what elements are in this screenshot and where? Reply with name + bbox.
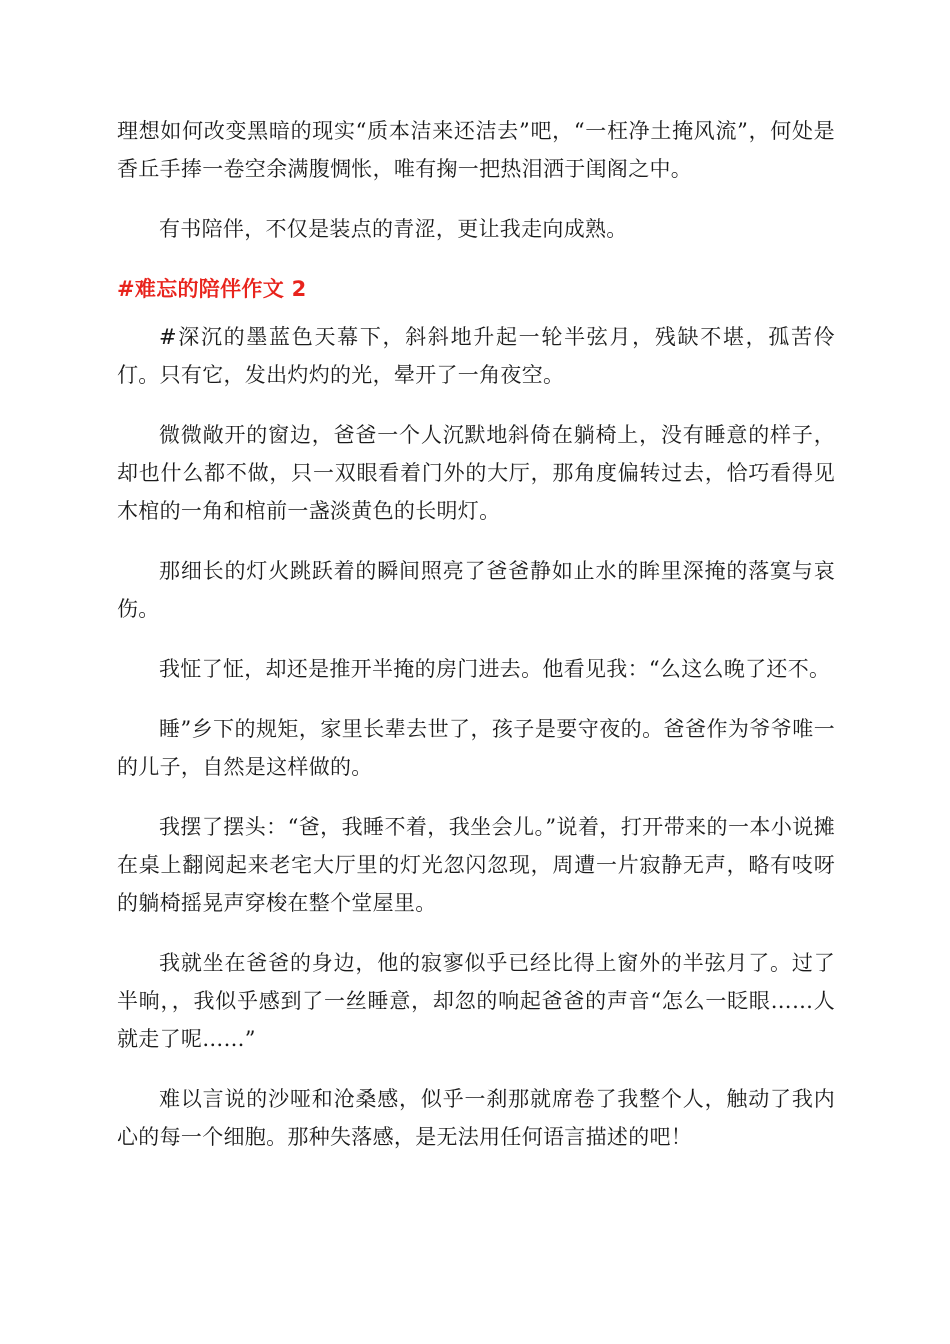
section-heading: #难忘的陪伴作文 2 [117,277,307,301]
paragraph-4: 微微敞开的窗边，爸爸一个人沉默地斜倚在躺椅上，没有睡意的样子，却也什么都不做，只一双眼看着门外的大厅，那角度偏转过去，恰巧看得见木棺的一角和棺前一盏淡黄色的长明灯。 [117,423,835,523]
paragraph-3: #深沉的墨蓝色天幕下，斜斜地升起一轮半弦月，残缺不堪，孤苦伶仃。只有它，发出灼灼的光，晕开了一角夜空。 [117,325,835,387]
paragraph-9: 我就坐在爸爸的身边，他的寂寥似乎已经比得上窗外的半弦月了。过了半晌，，我似乎感到了一丝睡意，却忽的响起爸爸的声音“怎么一眨眼……人就走了呢……” [117,951,835,1051]
document-body [117,112,835,1178]
paragraph-7: 睡”乡下的规矩，家里长辈去世了，孩子是要守夜的。爸爸作为爷爷唯一的儿子，自然是这样做的。 [117,717,835,779]
paragraph-8: 我摆了摆头：“爸，我睡不着，我坐会儿。”说着，打开带来的一本小说摊在桌上翻阅起来老宅大厅里的灯光忽闪忽现，周遭一片寂静无声，略有吱呀的躺椅摇晃声穿梭在整个堂屋里。 [117,815,835,915]
paragraph-5: 那细长的灯火跳跃着的瞬间照亮了爸爸静如止水的眸里深掩的落寞与哀伤。 [117,559,835,621]
paragraph-1: 理想如何改变黑暗的现实“质本洁来还洁去”吧，“一枉净土掩风流”，何处是香丘手捧一卷空余满腹惆怅，唯有掬一把热泪洒于闺阁之中。 [117,119,835,181]
paragraph-10: 难以言说的沙哑和沧桑感，似乎一刹那就席卷了我整个人，触动了我内心的每一个细胞。那种失落感，是无法用任何语言描述的吧！ [117,1087,835,1149]
paragraph-6: 我怔了怔，却还是推开半掩的房门进去。他看见我：“么这么晚了还不。 [159,657,831,681]
paragraph-2: 有书陪伴，不仅是装点的青涩，更让我走向成熟。 [159,217,628,241]
